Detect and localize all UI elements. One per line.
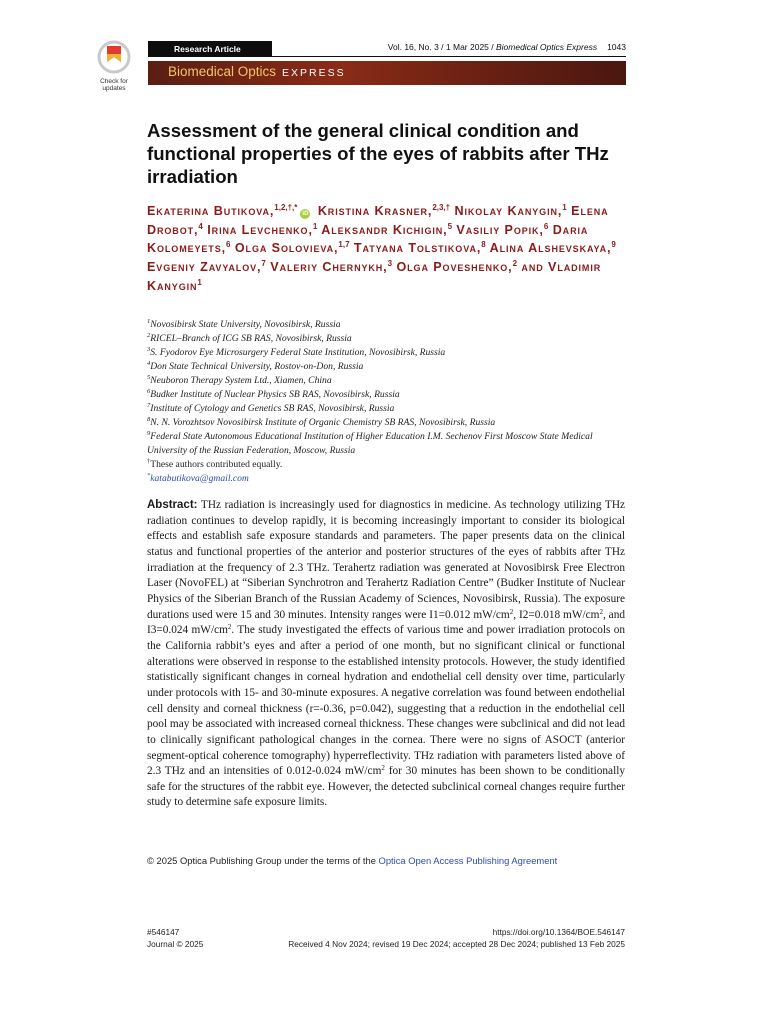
author-name: Olga Solovieva, (234, 241, 339, 256)
author-affiliation-marker: 9 (611, 240, 616, 250)
author-list (147, 202, 617, 296)
author-affiliation-marker: 6 (543, 221, 549, 231)
affiliation-item: $^4$Don State Technical University, Rostov-on-Don, Russia (147, 360, 364, 372)
abstract: Abstract: THz radiation is increasingly used for diagnostics in medicine. As technology utilizing THz radiation continues to develop rapidly, it is becoming increasingly important to consider its biological effects and establish safe exposure standards and parameters. The paper presents data on the clinical status and functional properties of the anterior and posterior structures of the eyes of rabbits after THz irradiation at the frequency of 2.3 THz. Terahertz radiation was generated at Novosibirsk Free Electron Laser (NovoFEL) at “Siberian Synchrotron and Terahertz Radiation Centre” (Budker Institute of Nuclear Physics of the Siberian Branch of the Russian Academy of Sciences, Novosibirsk, Russia). The exposure durations used were 15 and 30 minutes. Intensity ranges were I1=0.012 $mW/cm^2$, I2=0.018 $mW/cm^2$, and I3=0.024 $mW/cm^2$. The study investigated the effects of various time and power irradiation protocols on the California rabbit’s eyes and after a period of one month, but no significant clinical or functional alterations were observed in response to the established intensity protocols. However, the study identified statistically significant changes in corneal hydration and endothelial cell density over time, particularly under protocols with 15- and 30-minute exposures. A negative correlation was found between endothelial cell density and corneal thickness (r=-0.36, p=0.042), suggesting that a reduction in the endothelial cell pool may be associated with increased corneal thickness. These changes were subclinical and did not lead to clinically significant pathological changes in the cornea. There were no signs of ASOCT (anterior segment-optical coherence tomography) hyperreflectivity. THz radiation with parameters listed above of 2.3 THz and an intensities of 0.012-0.024 $mW/cm^2$ for 30 minutes has been shown to be conditionally safe for the structures of the rabbit eye. However, the detected subclinical corneal changes require further study to determine safe exposure limits. (147, 499, 626, 809)
crossmark-label: Check for updates (100, 78, 128, 92)
crossmark-icon (97, 40, 131, 76)
volume-info: Vol. 16, No. 3 / 1 Mar 2025 / Biomedical Optics Express 1043 (387, 42, 626, 52)
manuscript-id: #546147 (147, 927, 180, 937)
doi-link[interactable]: https://doi.org/10.1364/BOE.546147 (492, 927, 625, 937)
affiliation-item: $^1$Novosibirsk State University, Novosibirsk, Russia (147, 318, 341, 330)
affiliation-item: $^7$Institute of Cytology and Genetics SB RAS, Novosibirsk, Russia (147, 402, 395, 414)
check-for-updates-badge[interactable] (92, 40, 136, 92)
author-name: Irina Levchenko, (207, 222, 313, 237)
author-affiliation-marker: 2,3,† (432, 203, 451, 212)
author-name: Olga Poveshenko, (396, 260, 513, 275)
author-name: Nikolay Kanygin, (454, 204, 563, 218)
journal-banner (148, 61, 626, 85)
author-affiliation-marker: 1,7 (338, 240, 350, 250)
header-rule (272, 56, 626, 57)
affiliation-item: $^5$Neuboron Therapy System Ltd., Xiamen, China (147, 374, 332, 386)
author-name: Elena Drobot, (147, 204, 609, 237)
affiliation-item: $^8$N. N. Vorozhtsov Novosibirsk Institute of Organic Chemistry SB RAS, Novosibirsk, Russia (147, 416, 496, 428)
page-number: 1043 (607, 42, 626, 52)
affiliation-item: $^2$RICEL–Branch of ICG SB RAS, Novosibirsk, Russia (147, 332, 352, 344)
article-dates: Received 4 Nov 2024; revised 19 Dec 2024; accepted 28 Dec 2024; published 13 Feb 2025 (288, 939, 625, 949)
author-affiliation-marker: 1,2,†,* (274, 203, 298, 212)
article-title: Assessment of the general clinical condition and functional properties of the eyes of rabbits after THz irradiation (147, 120, 609, 187)
author-affiliation-marker: 4 (198, 221, 203, 231)
corresponding-email[interactable]: *katabutikova@gmail.com (147, 472, 249, 484)
author-name: Alina Alshevskaya, (489, 241, 612, 256)
author-name: Valeriy Chernykh, (270, 260, 388, 275)
author-affiliation-marker: 2 (512, 259, 518, 269)
license-statement: © 2025 Optica Publishing Group under the terms of the Optica Open Access Publishing Agreement (147, 855, 558, 866)
license-link[interactable]: Optica Open Access Publishing Agreement (378, 855, 558, 866)
author-name: Tatyana Tolstikova, (353, 241, 482, 256)
journal-logo-text: Biomedical Optics EXPRESS (168, 64, 346, 79)
author-name: Vasiliy Popik, (456, 222, 544, 237)
affiliation-item: $^6$Budker Institute of Nuclear Physics SB RAS, Novosibirsk, Russia (147, 388, 400, 400)
equal-contribution-note: †These authors contributed equally. (147, 458, 283, 470)
author-name: Kristina Krasner, (317, 204, 433, 218)
author-name: Aleksandr Kichigin, (321, 222, 448, 237)
author-affiliation-marker: 8 (481, 240, 486, 250)
author-name: Ekaterina Butikova, (147, 204, 275, 218)
journal-copyright: Journal © 2025 (147, 939, 204, 949)
page-footer (147, 926, 625, 950)
affiliation-list (147, 318, 625, 486)
author-affiliation-marker: 5 (447, 221, 453, 231)
author-name: and Vladimir Kanygin (147, 260, 602, 293)
affiliation-item: $^9$Federal State Autonomous Educational Institution of Higher Education I.M. Sechenov First Moscow State Medical University of the Russian Federation, Moscow, Russia (147, 430, 593, 456)
author-affiliation-marker: 7 (261, 259, 266, 269)
author-affiliation-marker: 1 (562, 203, 567, 212)
author-name: Daria Kolomeyets, (147, 222, 589, 256)
author-affiliation-marker: 1 (197, 277, 202, 287)
author-affiliation-marker: 3 (387, 259, 393, 269)
abstract-label: Abstract: (147, 499, 198, 511)
author-affiliation-marker: 6 (226, 240, 231, 250)
orcid-icon[interactable]: iD (302, 211, 309, 217)
article-type-label: Research Article (148, 41, 272, 57)
author-affiliation-marker: 1 (312, 221, 318, 231)
author-name: Evgeniy Zavyalov, (147, 260, 262, 275)
affiliation-item: $^3$S. Fyodorov Eye Microsurgery Federal State Institution, Novosibirsk, Russia (147, 346, 446, 358)
running-header (148, 41, 626, 57)
